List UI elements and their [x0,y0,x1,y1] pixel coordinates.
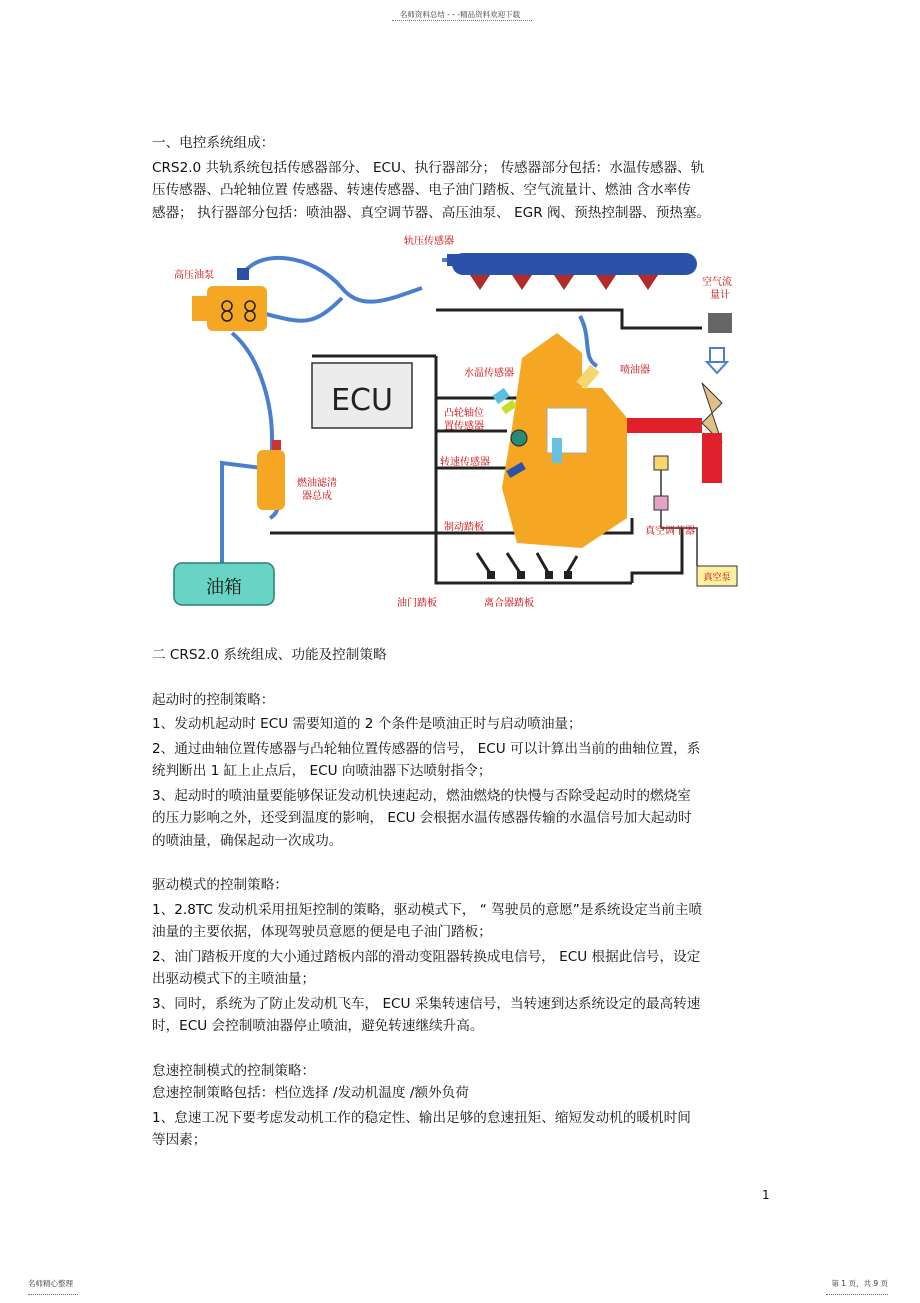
drive-line-5: 3、同时，系统为了防止发动机飞车， ECU 采集转速信号，当转速到达系统设定的最高转速 [152,995,701,1012]
rail-sensor-label: 轨压传感器 [404,236,454,247]
drive-line-1: 1、2.8TC 发动机采用扭矩控制的策略，驱动模式下， “ 驾驶员的意愿”是系统设定当前主喷 [152,901,703,918]
drive-line-3: 2、油门踏板开度的大小通过踏板内部的滑动变阻器转换成电信号， ECU 根据此信号，设定 [152,948,701,965]
startup-line-5: 的压力影响之外，还受到温度的影响， ECU 会根据水温传感器传输的水温信号加大起动时 [152,810,692,826]
startup-line-2: 2、通过曲轴位置传感器与凸轮轴位置传感器的信号， ECU 可以计算出当前的曲轴位置，系 [152,740,701,757]
section2-title: 二 CRS2.0 系统组成、功能及控制策略 [152,647,387,663]
common-rail [452,253,697,275]
tank-label: 油箱 [206,577,242,598]
fuel-filter [257,440,285,510]
document-body [152,132,772,224]
section1-title: 一、电控系统组成： [152,135,275,151]
footer-right-dots [826,1294,888,1295]
footer-right: 第 1 页，共 9 页 [831,1279,888,1288]
cam-sensor-label-2: 置传感器 [444,421,484,432]
section1-line-3: 感器； 执行器部分包括：喷油器、真空调节器、高压油泵、 EGR 阀、预热控制器、预热塞。 [152,204,711,221]
filter-label-1: 燃油滤清 [297,478,337,489]
brake-pedal-label: 制动踏板 [444,522,484,533]
injector-label: 喷油器 [620,365,650,376]
filter-label-2: 器总成 [302,491,332,502]
section1-line-2: 压传感器、凸轮轴位置 传感器、转速传感器、电子油门踏板、空气流量计、燃油 含水率传 [152,182,691,198]
clutch-pedal-label: 离合器踏板 [484,598,534,609]
ecu-label: ECU [331,383,393,418]
startup-line-1: 1、发动机起动时 ECU 需要知道的 2 个条件是喷油正时与启动喷油量； [152,716,582,732]
vacuum-regulator-label: 真空调节器 [645,526,695,537]
footer-left-dots [28,1294,78,1295]
water-temp-label: 水温传感器 [464,368,514,379]
idle-title: 怠速控制模式的控制策略： [152,1062,316,1079]
document-body-2 [152,644,772,1152]
idle-line-1: 1、怠速工况下要考虑发动机工作的稳定性、输出足够的怠速扭矩、缩短发动机的暖机时间 [152,1109,691,1126]
system-diagram [162,228,762,618]
pump-label: 高压油泵 [174,270,214,281]
page-header: 名师资料总结 - - -精品资料欢迎下载 [399,10,521,19]
header-dotted-line [392,20,532,21]
throttle-pedal-label: 油门踏板 [397,598,437,609]
section1-line-1: CRS2.0 共轨系统包括传感器部分、 ECU、执行器部分； 传感器部分包括：水温传感器、轨 [152,159,705,176]
drive-title: 驱动模式的控制策略： [152,877,288,893]
startup-line-4: 3、起动时的喷油量要能够保证发动机快速起动，燃油燃烧的快慢与否除受起动时的燃烧室 [152,787,691,804]
startup-line-6: 的喷油量，确保起动一次成功。 [152,832,343,849]
startup-title: 起动时的控制策略： [152,691,275,708]
drive-line-2: 油量的主要依据，体现驾驶员意愿的便是电子油门踏板； [152,924,492,940]
vacuum-pump-label: 真空泵 [703,573,731,583]
page-number: 1 [762,1188,770,1202]
cam-sensor-label-1: 凸轮轴位 [444,408,484,419]
drive-line-6: 时，ECU 会控制喷油器停止喷油，避免转速继续升高。 [152,1018,484,1034]
idle-line-2: 等因素； [152,1132,207,1148]
idle-subtitle: 怠速控制策略包括：档位选择 /发动机温度 /额外负荷 [152,1085,469,1101]
air-flow-label-1: 空气流 [702,277,732,288]
startup-line-3: 统判断出 1 缸上止点后， ECU 向喷油器下达喷射指令； [152,763,492,779]
speed-sensor-label: 转速传感器 [440,457,490,468]
air-flow-label-2: 量计 [710,290,730,301]
drive-line-4: 出驱动模式下的主喷油量； [152,971,316,987]
footer-left: 名师精心整理 [28,1279,73,1288]
